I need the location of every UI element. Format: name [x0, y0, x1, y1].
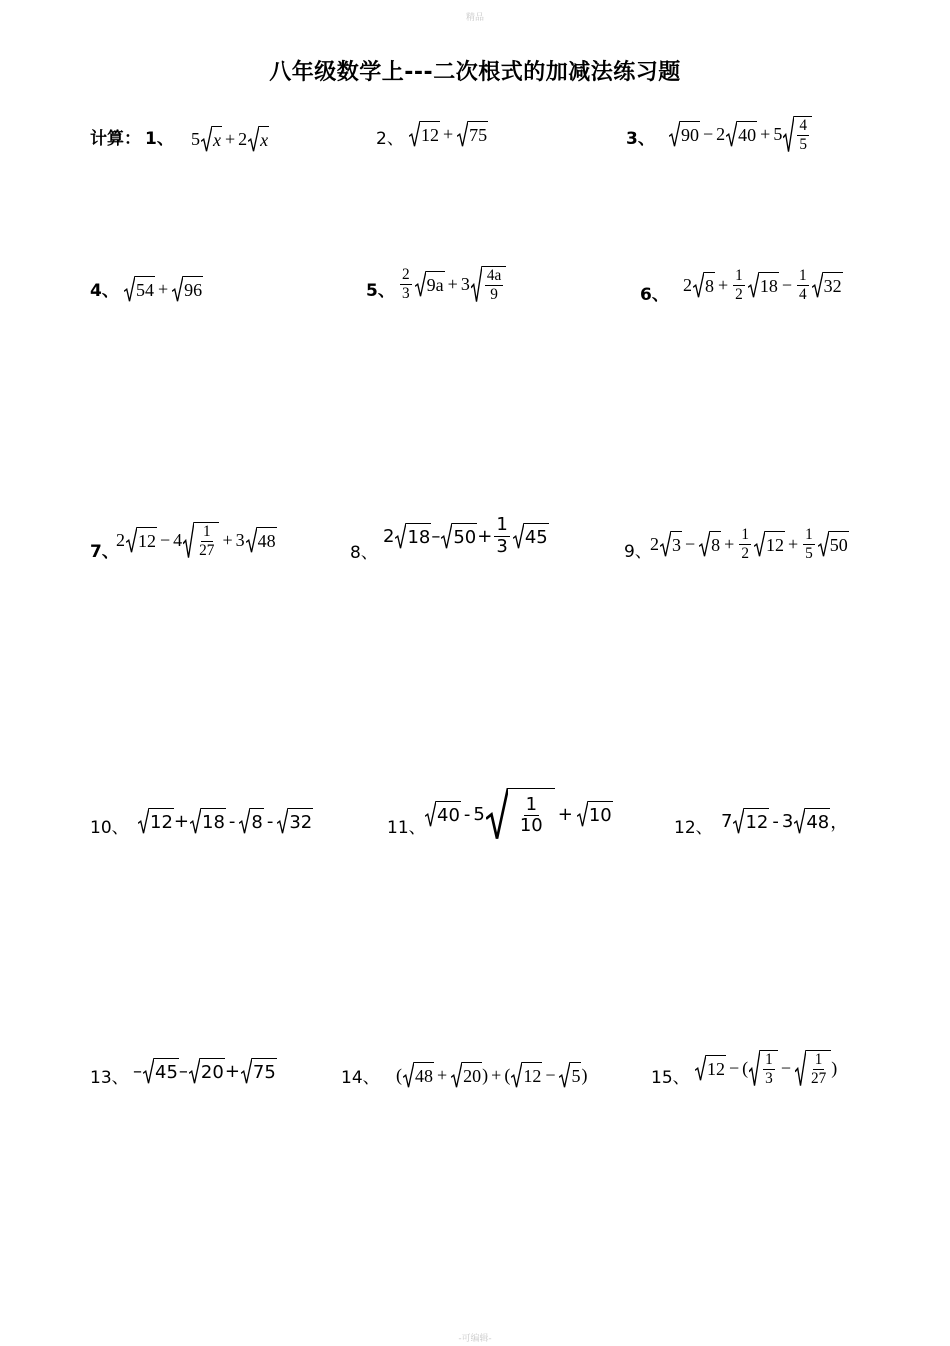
radical — [818, 531, 849, 557]
radical — [395, 523, 431, 549]
radical — [695, 1055, 726, 1081]
radicand: 5 — [570, 1062, 581, 1088]
radicand: 45 — [524, 523, 549, 549]
radicand: 50 — [829, 531, 849, 557]
fraction: $\frac{1}{27}$ — [199, 523, 215, 560]
left-paren: ( — [504, 1064, 511, 1085]
problem-14-expression — [396, 1062, 587, 1088]
radical — [457, 121, 488, 147]
radicand: 48 — [805, 808, 830, 834]
radicand: 90 — [680, 121, 700, 147]
fraction: $\frac{2}{3}$ — [402, 266, 410, 303]
radicand: 18 — [759, 272, 779, 298]
radicand: 48 — [414, 1062, 434, 1088]
coef: 3 — [235, 530, 245, 551]
radical — [795, 1050, 831, 1087]
radicand: 12 — [765, 531, 785, 557]
problem-3-label: 3、 — [626, 129, 655, 149]
radicand: 32 — [823, 272, 843, 298]
minus-sign: - — [228, 810, 236, 832]
radical — [749, 1050, 778, 1087]
page-title: 八年级数学上---二次根式的加减法练习题 — [269, 60, 681, 85]
compute-prefix: 计算： — [90, 129, 141, 149]
problem-12-label: 12、 — [674, 818, 713, 838]
radical — [693, 272, 715, 298]
plus-sign: + — [225, 128, 236, 149]
problem-7-label: 7、 — [90, 542, 119, 562]
plus-sign: + — [718, 275, 729, 296]
fraction: $\frac{1}{3}$ — [496, 514, 508, 557]
coef: 7 — [721, 810, 733, 832]
fraction: $\frac{1}{27}$ — [810, 1051, 827, 1088]
right-paren: ) — [482, 1064, 489, 1085]
radicand: 12 — [149, 808, 174, 834]
plus-sign: + — [437, 1064, 448, 1085]
minus-sign: - — [772, 810, 779, 832]
problem-1-label: 1、 — [145, 129, 174, 149]
trailing-comma: ， — [830, 812, 849, 834]
problem-2-expression — [408, 121, 488, 147]
radical — [577, 801, 613, 827]
radical — [754, 531, 785, 557]
radical — [409, 121, 440, 147]
plus-sign: + — [173, 810, 189, 832]
coef: 2 — [116, 530, 125, 551]
coef: 5 — [191, 128, 200, 149]
radical — [471, 266, 506, 303]
radicand: 75 — [252, 1058, 277, 1084]
radicand: 8 — [704, 272, 715, 298]
minus-sign: − — [729, 1058, 740, 1079]
problem-3-expression — [668, 116, 812, 153]
coef: 2 — [238, 128, 248, 149]
radical — [441, 523, 477, 549]
radicand: 12 — [706, 1055, 726, 1081]
plus-sign: + — [224, 1060, 240, 1082]
problem-11-expression — [424, 788, 613, 841]
radical — [425, 801, 461, 827]
radical — [415, 271, 445, 297]
radical — [241, 1058, 277, 1084]
radical — [277, 808, 313, 834]
left-paren: ( — [742, 1058, 749, 1079]
problem-11-label: 11、 — [387, 818, 426, 838]
problem-15-label: 15、 — [651, 1068, 690, 1088]
radicand: 50 — [452, 523, 477, 549]
radical — [699, 531, 721, 557]
minus-sign: − — [160, 530, 171, 551]
fraction: $\frac{1}{3}$ — [765, 1051, 773, 1088]
problem-6-label: 6、 — [640, 285, 669, 305]
radical — [783, 116, 812, 153]
radicand: 45 — [154, 1058, 179, 1084]
radical — [143, 1058, 179, 1084]
radicand: 40 — [436, 801, 461, 827]
plus-sign: + — [557, 803, 573, 825]
radical — [124, 276, 155, 302]
radical — [660, 531, 682, 557]
problem-5-label: 5、 — [366, 281, 395, 301]
radical — [486, 788, 555, 841]
radicand: x — [259, 126, 269, 152]
radical — [511, 1062, 542, 1088]
right-paren: ) — [831, 1058, 838, 1079]
radical — [733, 808, 769, 834]
coef: 5 — [773, 124, 783, 145]
radicand: 20 — [200, 1058, 225, 1084]
minus-sign: − — [780, 1058, 791, 1079]
radicand: 10 — [588, 801, 613, 827]
radicand: 54 — [135, 276, 155, 302]
radicand: 18 — [201, 808, 226, 834]
problem-15-expression — [694, 1050, 837, 1087]
radical — [190, 808, 226, 834]
problem-7-expression — [116, 522, 277, 559]
coef: 3 — [460, 274, 470, 295]
problem-5-expression — [398, 266, 506, 303]
coef: 4 — [173, 530, 183, 551]
radicand: 8 — [710, 531, 721, 557]
problem-1 — [90, 124, 174, 149]
plus-sign: + — [222, 530, 233, 551]
radicand: 9a — [426, 271, 445, 297]
radicand: 96 — [183, 276, 203, 302]
plus-sign: + — [724, 534, 735, 555]
problem-12-expression — [721, 808, 848, 834]
problem-8-expression — [383, 516, 549, 557]
radical — [726, 121, 757, 147]
plus-sign: + — [760, 124, 771, 145]
problem-9-label: 9、 — [624, 542, 652, 562]
minus-sign: − — [703, 124, 714, 145]
fraction: $\frac{1}{10}$ — [519, 793, 543, 837]
radical — [248, 126, 269, 152]
plus-sign: + — [787, 534, 799, 555]
radicand: 12 — [522, 1062, 542, 1088]
radicand: 8 — [250, 808, 263, 834]
fraction: $\frac{4a}{9}$ — [486, 267, 502, 304]
radical — [239, 808, 263, 834]
plus-sign: + — [447, 274, 458, 295]
footer-watermark: -可编辑- — [458, 1333, 492, 1343]
coef: 2 — [683, 275, 692, 296]
radicand: 32 — [288, 808, 313, 834]
left-paren: ( — [396, 1064, 402, 1085]
fraction: $\frac{1}{2}$ — [735, 267, 743, 304]
radical — [794, 808, 830, 834]
fraction: $\frac{1}{5}$ — [805, 526, 813, 563]
radical — [183, 522, 219, 559]
radical — [812, 272, 843, 298]
coef: 2 — [716, 124, 726, 145]
radical — [748, 272, 779, 298]
problem-10-expression — [137, 808, 313, 834]
radical — [189, 1058, 225, 1084]
radicand: 75 — [468, 121, 488, 147]
radicand: 12 — [744, 808, 769, 834]
right-paren: ) — [581, 1064, 588, 1085]
radical — [559, 1062, 581, 1088]
coef: 2 — [650, 534, 659, 555]
radicand: 20 — [462, 1062, 482, 1088]
problem-9-expression — [650, 527, 849, 562]
radicand: x — [212, 126, 222, 152]
minus-sign: – — [178, 1060, 188, 1082]
radical — [172, 276, 203, 302]
fraction: $\frac{1}{2}$ — [741, 526, 749, 563]
coef: 2 — [383, 525, 395, 547]
minus-sign: - — [266, 810, 274, 832]
fraction: $\frac{1}{4}$ — [798, 267, 807, 304]
coef: 3 — [781, 810, 794, 832]
radical — [201, 126, 222, 152]
radical — [246, 527, 277, 553]
radicand: 12 — [137, 527, 157, 553]
minus-sign: − — [781, 275, 792, 296]
coef: 5 — [473, 803, 485, 825]
minus-sign: - — [463, 803, 471, 825]
minus-sign: – — [431, 525, 441, 547]
radicand: 40 — [737, 121, 757, 147]
problem-13-expression — [133, 1058, 277, 1084]
radical — [126, 527, 157, 553]
problem-6-expression — [683, 268, 843, 303]
problem-1-expression — [191, 126, 269, 152]
radicand: 12 — [420, 121, 440, 147]
problem-4-expression — [123, 276, 203, 302]
radical — [669, 121, 700, 147]
radical — [451, 1062, 482, 1088]
minus-sign: – — [133, 1060, 142, 1082]
radicand: 48 — [257, 527, 277, 553]
header-watermark: 精品 — [465, 12, 484, 22]
radical — [403, 1062, 434, 1088]
problem-14-label: 14、 — [341, 1068, 380, 1088]
minus-sign: − — [545, 1064, 556, 1085]
minus-sign: − — [685, 534, 696, 555]
problem-13-label: 13、 — [90, 1068, 129, 1088]
radicand: 3 — [671, 531, 682, 557]
radicand: 18 — [406, 523, 431, 549]
radical — [138, 808, 174, 834]
problem-2-label: 2、 — [376, 129, 404, 149]
plus-sign: + — [477, 525, 493, 547]
plus-sign: + — [158, 278, 169, 299]
fraction: $\frac{4}{5}$ — [799, 117, 807, 154]
radical — [513, 523, 549, 549]
plus-sign: + — [443, 123, 454, 144]
problem-4-label: 4、 — [90, 281, 119, 301]
plus-sign: + — [491, 1064, 502, 1085]
problem-10-label: 10、 — [90, 818, 129, 838]
problem-8-label: 8、 — [350, 543, 378, 563]
